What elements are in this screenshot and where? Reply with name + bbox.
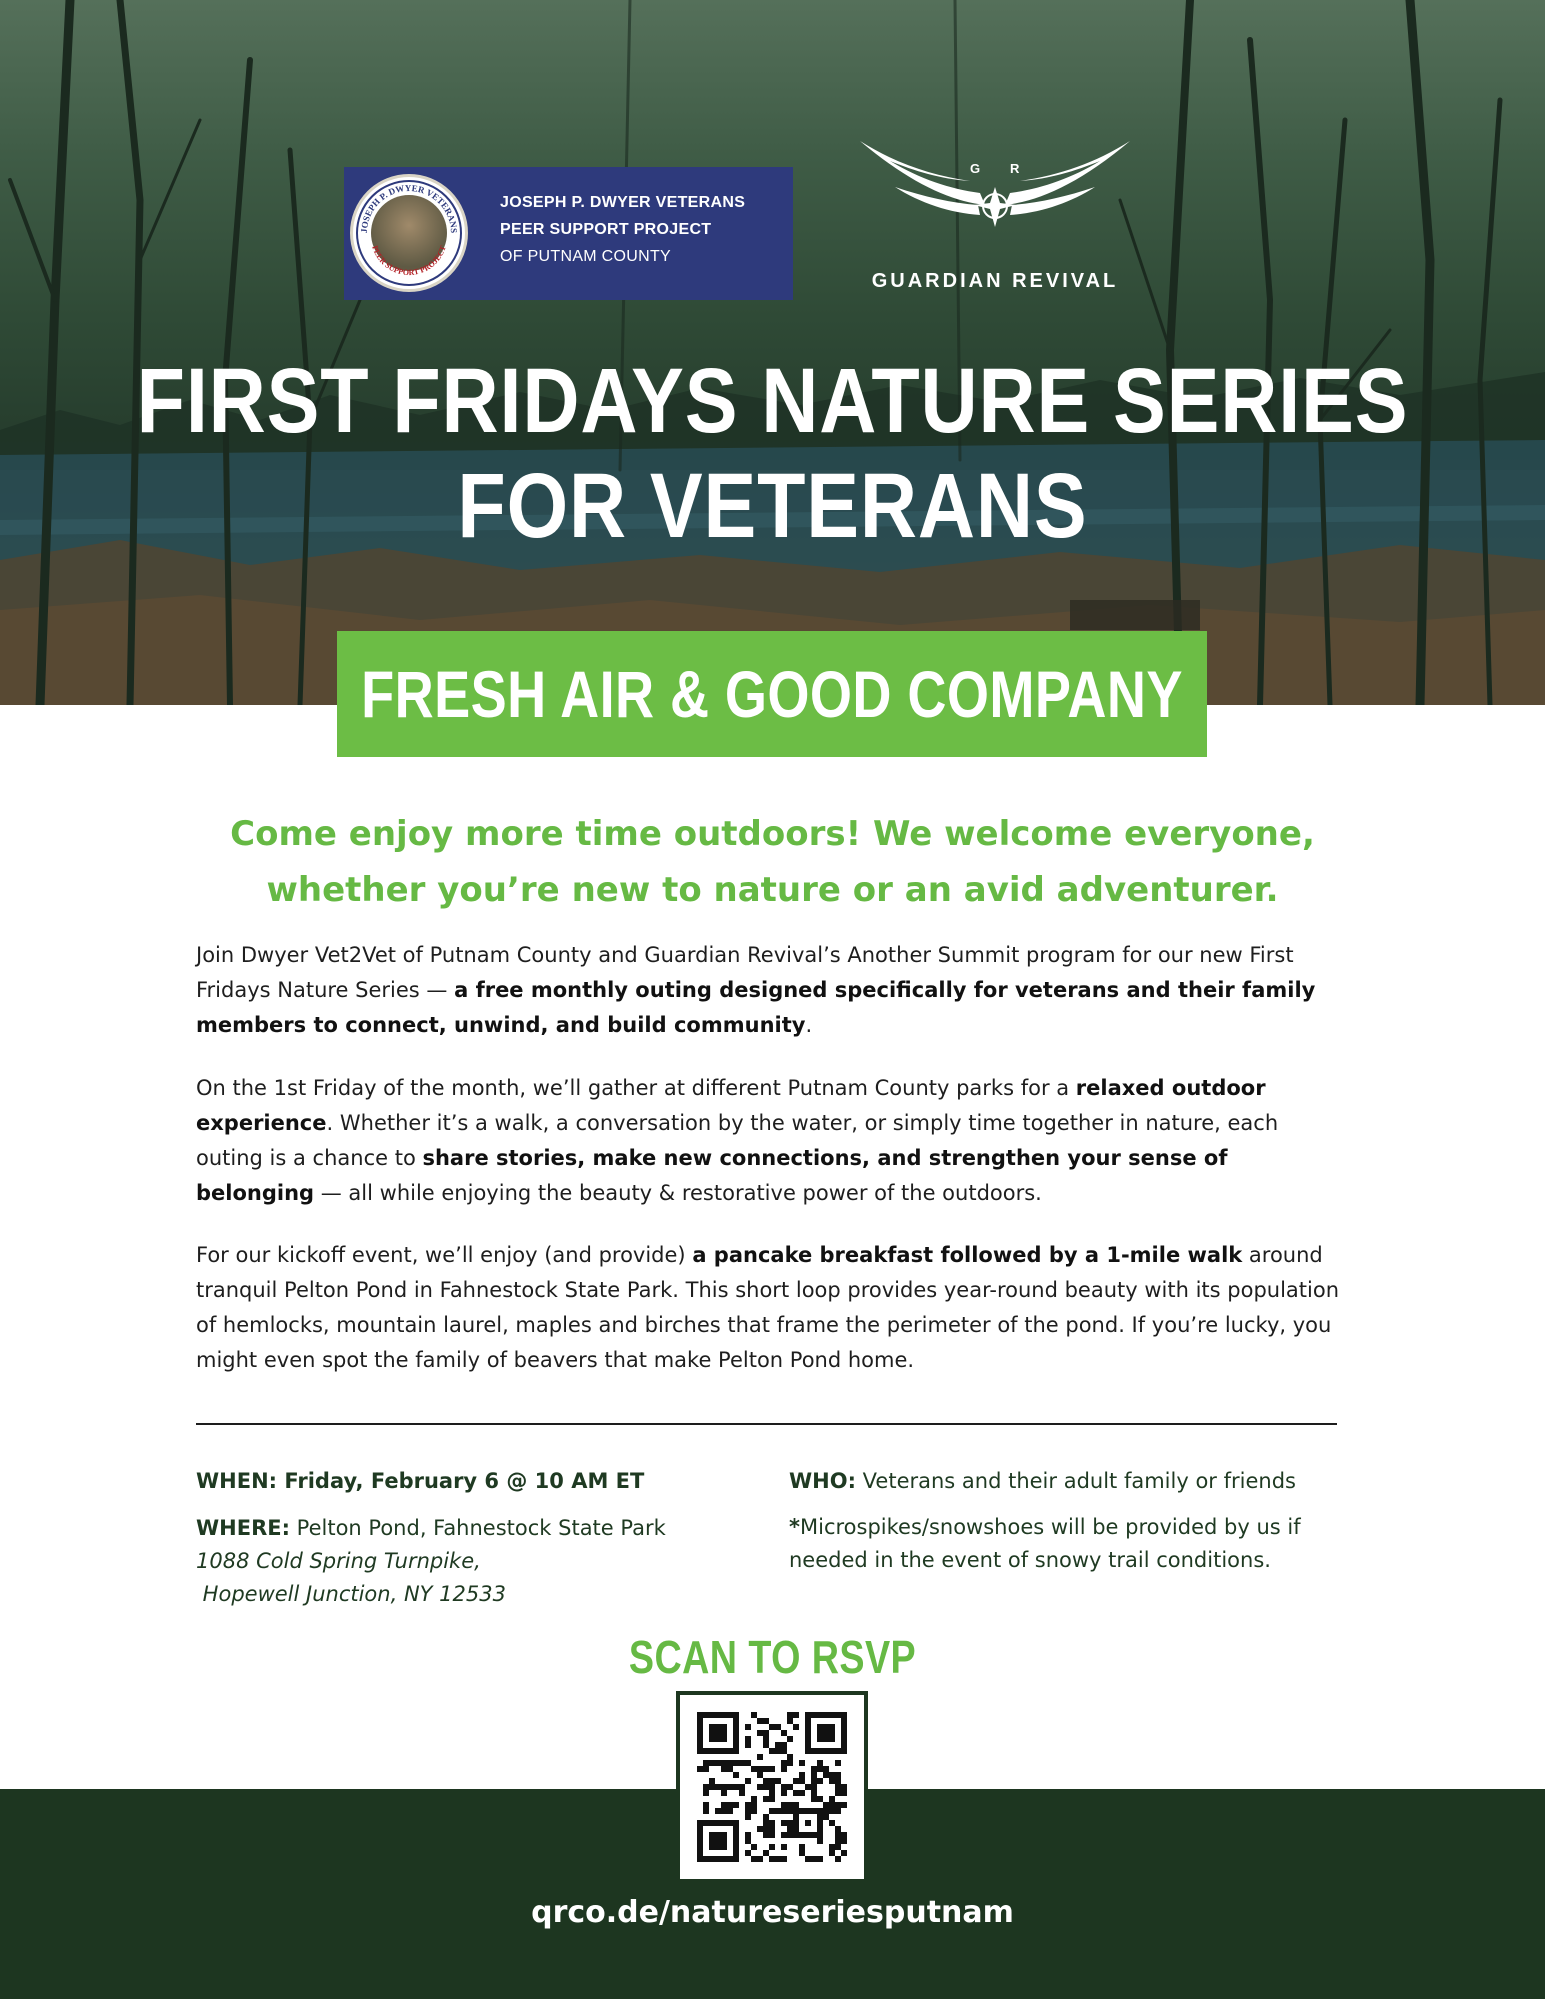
address-line2: Hopewell Junction, NY 12533 <box>196 1582 506 1606</box>
dwyer-seal-emblem <box>350 174 468 292</box>
seal-top-text: JOSEPH P. DWYER VETERANS <box>358 182 460 234</box>
dwyer-name-line3: OF PUTNAM COUNTY <box>500 248 672 265</box>
svg-text:JOSEPH P. DWYER VETERANS <box>359 183 459 233</box>
dwyer-name-line1: JOSEPH P. DWYER VETERANS <box>500 194 746 211</box>
dwyer-name-line2: PEER SUPPORT PROJECT <box>500 221 712 238</box>
tagline-line1: Come enjoy more time outdoors! We welcome everyone, <box>230 814 1315 854</box>
event-when: WHEN: Friday, February 6 @ 10 AM ET <box>196 1469 645 1493</box>
page-title-line1: FIRST FRIDAYS NATURE SERIES <box>136 350 1409 452</box>
gr-monogram-g: G <box>970 161 981 176</box>
tagline-line2: whether you’re new to nature or an avid adventurer. <box>266 870 1279 910</box>
equipment-note: *Microspikes/snowshoes will be provided by us if needed in the event of snowy trail conditions. <box>789 1515 1301 1572</box>
seal-ring <box>353 177 465 289</box>
guardian-revival-name: GUARDIAN REVIVAL <box>871 270 1119 292</box>
gr-monogram-r: R <box>1010 161 1020 176</box>
kickoff-paragraph: For our kickoff event, we’ll enjoy (and provide) a pancake breakfast followed by a 1-mile walk around tranquil Pelton Pond in Fahnestock State Park. This short loop provides year-round beauty with its population of hemlocks, mountain laurel, maples and birches that frame the perimeter of the pond. If you’re lucky, you might even spot the family of beavers that make Pelton Pond home. <box>196 1243 1340 1372</box>
address-line1: 1088 Cold Spring Turnpike, <box>196 1549 481 1573</box>
details-paragraph: On the 1st Friday of the month, we’ll gather at different Putnam County parks for a relaxed outdoor experience. Whether it’s a walk, a conversation by the water, or simply time together in nature, each outing is a chance to share stories, make new connections, and strengthen your sense of belonging — all while enjoying the beauty & restorative power of the outdoors. <box>196 1076 1279 1205</box>
event-where: WHERE: Pelton Pond, Fahnestock State Park 1088 Cold Spring Turnpike, Hopewell Junction, NY 12533 <box>196 1516 666 1606</box>
subtitle-banner <box>337 631 1207 757</box>
guardian-revival-wings-logo <box>840 135 1150 255</box>
page-title-line2: FOR VETERANS <box>457 455 1088 557</box>
subtitle-banner-text: FRESH AIR & GOOD COMPANY <box>361 657 1183 731</box>
seal-bottom-text: PEER SUPPORT PROJECT <box>370 244 448 278</box>
dwyer-logo-box <box>344 167 793 300</box>
rsvp-url[interactable]: qrco.de/natureseriesputnam <box>531 1895 1014 1930</box>
event-who: WHO: Veterans and their adult family or friends <box>789 1469 1296 1493</box>
rsvp-qr-code[interactable] <box>676 1691 868 1883</box>
hero-photo <box>0 0 1545 705</box>
qr-code-graphic <box>680 1695 864 1879</box>
scan-to-rsvp-heading: SCAN TO RSVP <box>628 1631 917 1683</box>
section-divider <box>196 1423 1337 1425</box>
intro-paragraph: Join Dwyer Vet2Vet of Putnam County and Guardian Revival’s Another Summit program for our new First Fridays Nature Series — a free monthly outing designed specifically for veterans and their family members to connect, unwind, and build community. <box>196 943 1316 1037</box>
svg-text:PEER SUPPORT PROJECT <box>370 244 448 277</box>
